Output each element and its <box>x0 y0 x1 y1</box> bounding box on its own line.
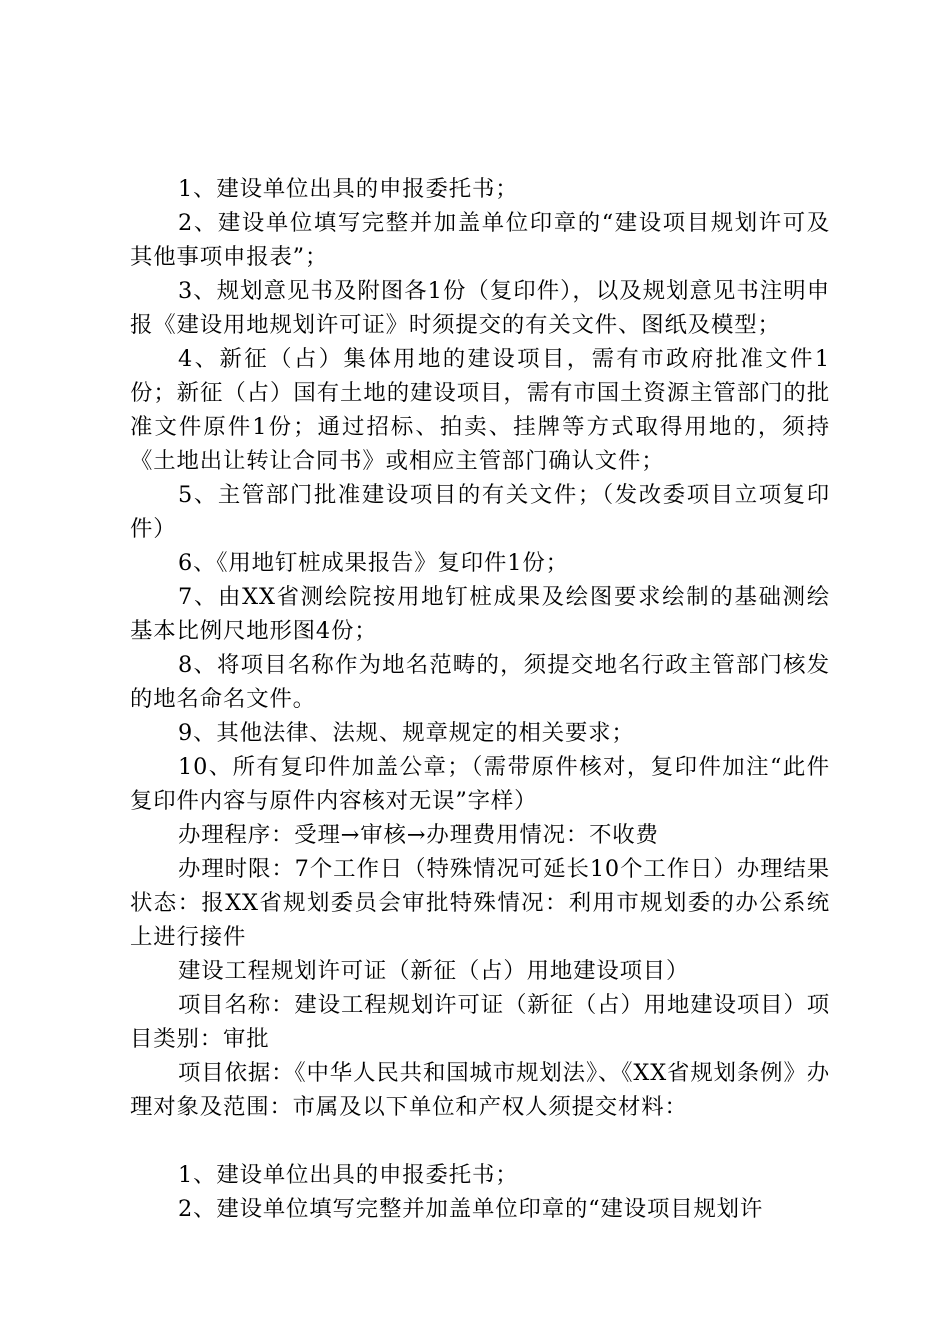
section-heading: 建设工程规划许可证（新征（占）用地建设项目） <box>178 958 690 984</box>
list-item-8: 8、将项目名称作为地名范畴的，须提交地名行政主管部门核发的地名命名文件。 <box>130 652 830 712</box>
project-name-paragraph: 项目名称：建设工程规划许可证（新征（占）用地建设项目）项目类别：审批 <box>130 992 830 1052</box>
list-item-1: 1、建设单位出具的申报委托书； <box>178 176 519 202</box>
list-item-7: 7、由XX省测绘院按用地钉桩成果及绘图要求绘制的基础测绘基本比例尺地形图4份； <box>130 584 830 644</box>
list-item-2: 2、建设单位填写完整并加盖单位印章的“建设项目规划许可及其他事项申报表”； <box>130 210 830 270</box>
list-item-3: 3、规划意见书及附图各1份（复印件），以及规划意见书注明申报《建设用地规划许可证》时须提交的有关文件、图纸及模型； <box>130 278 830 338</box>
list-item-4: 4、新征（占）集体用地的建设项目，需有市政府批准文件1份；新征（占）国有土地的建设项目，需有市国土资源主管部门的批准文件原件1份；通过招标、拍卖、挂牌等方式取得用地的，须持《土地出让转让合同书》或相应主管部门确认文件； <box>130 346 830 474</box>
project-basis-paragraph: 项目依据：《中华人民共和国城市规划法》、《XX省规划条例》办理对象及范围：市属及以下单位和产权人须提交材料： <box>130 1060 830 1120</box>
list-item-1-repeat: 1、建设单位出具的申报委托书； <box>178 1162 519 1188</box>
list-item-6: 6、《用地钉桩成果报告》复印件1份； <box>178 550 569 576</box>
time-limit-paragraph: 办理时限：7个工作日（特殊情况可延长10个工作日）办理结果状态：报XX省规划委员会审批特殊情况：利用市规划委的办公系统上进行接件 <box>130 856 830 950</box>
list-item-9: 9、其他法律、法规、规章规定的相关要求； <box>178 720 635 746</box>
list-item-10: 10、所有复印件加盖公章；（需带原件核对，复印件加注“此件复印件内容与原件内容核对无误”字样） <box>130 754 830 814</box>
paragraph-gap <box>130 1124 830 1158</box>
procedure-paragraph: 办理程序：受理→审核→办理费用情况：不收费 <box>178 822 659 848</box>
list-item-5: 5、主管部门批准建设项目的有关文件；（发改委项目立项复印件） <box>130 482 830 542</box>
list-item-2-repeat: 2、建设单位填写完整并加盖单位印章的“建设项目规划许 <box>178 1196 764 1222</box>
document-body <box>130 172 830 1226</box>
